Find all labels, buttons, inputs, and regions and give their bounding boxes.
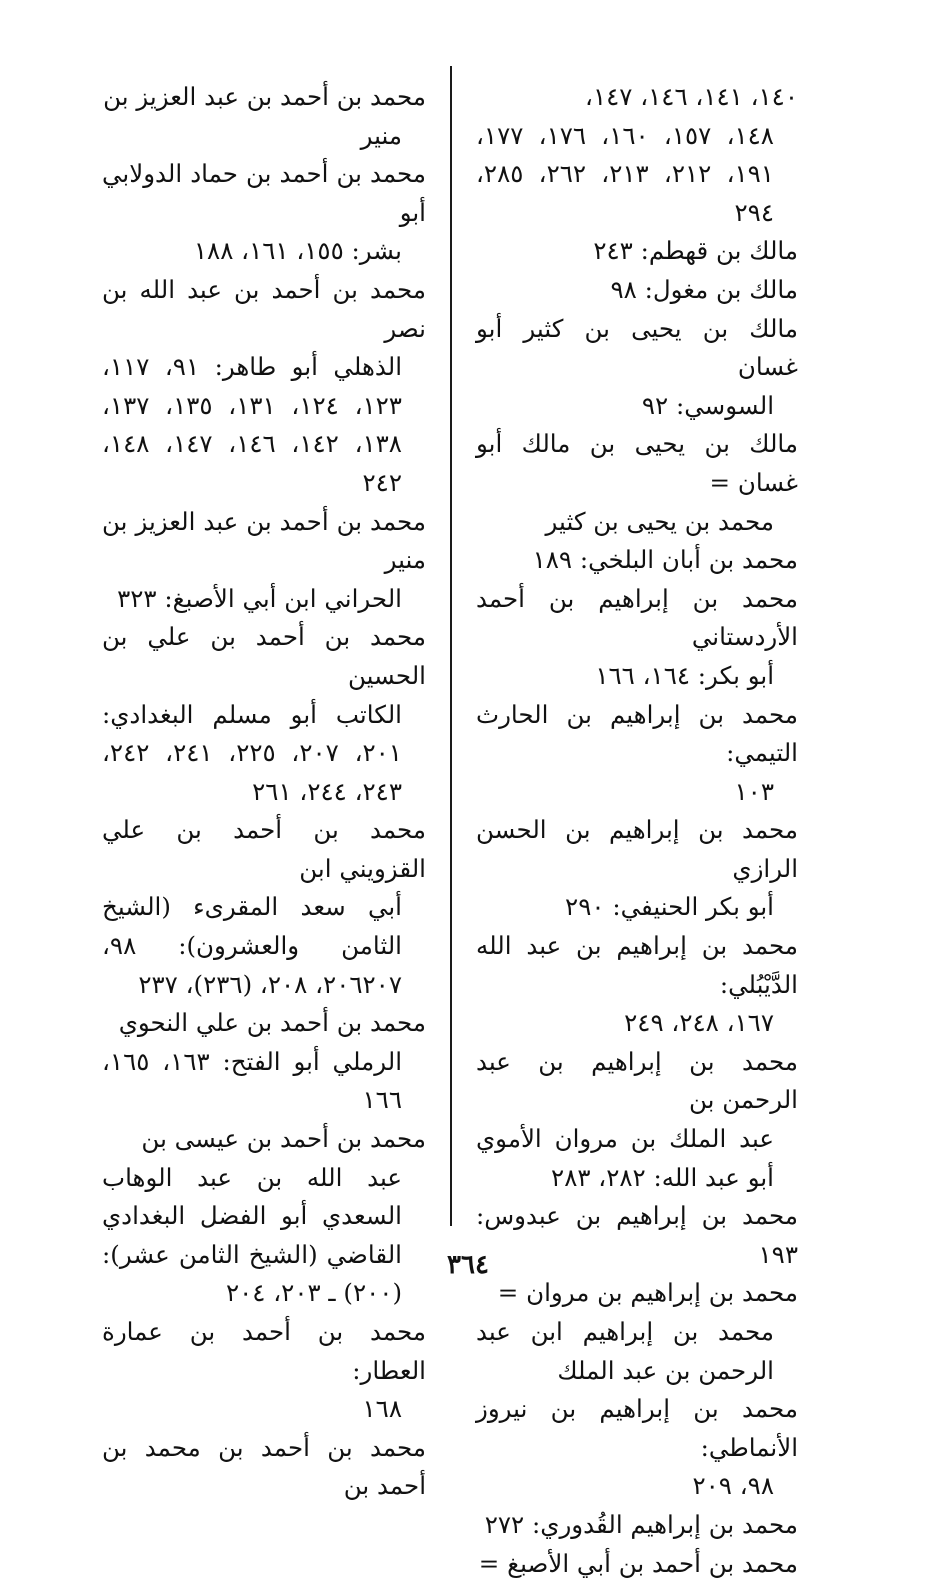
index-entry <box>102 271 426 503</box>
index-entry-continuation: بشر: ١٥٥، ١٦١، ١٨٨ <box>193 236 402 266</box>
left-column <box>102 78 426 1506</box>
index-entry-heading: محمد بن إبراهيم بن عبدوس: ١٩٣ <box>476 1201 798 1269</box>
index-entry <box>476 232 798 271</box>
index-entry-continuation: ١٦٨ <box>362 1394 402 1424</box>
index-entry-heading: محمد بن إبراهيم بن عبد الرحمن بن <box>476 1046 798 1115</box>
index-entry <box>102 503 426 619</box>
index-entry <box>476 541 798 580</box>
index-entry-continuation: الحراني ابن أبي الأصبغ: ٣٢٣ <box>117 583 402 613</box>
index-entry-continuation: محمد بن يحيى بن كثير <box>545 506 774 536</box>
index-entry <box>476 271 798 310</box>
index-entry <box>476 310 798 426</box>
index-entry <box>102 1004 426 1120</box>
page-number: ٣٦٤ <box>447 1250 489 1280</box>
index-entry-heading: محمد بن إبراهيم القُدوري: ٢٧٢ <box>484 1509 798 1539</box>
index-entry-continuation: ١٦٧، ٢٤٨، ٢٤٩ <box>624 1008 774 1038</box>
index-entry-heading: محمد بن أحمد بن عبد العزيز بن منير <box>102 506 426 575</box>
index-entry-continuation: أبو بكر: ١٦٤، ١٦٦ <box>595 660 774 690</box>
index-entry-heading: محمد بن أحمد بن أبي الأصبغ = <box>478 1548 798 1578</box>
index-entry-heading: مالك بن يحيى بن مالك أبو غسان = <box>476 429 798 497</box>
index-entry-continuation: أبو بكر الحنيفي: ٢٩٠ <box>565 892 774 922</box>
index-entry-continuation: ١٤٨، ١٥٧، ١٦٠، ١٧٦، ١٧٧، ١٩١، ٢١٢، ٢١٣، ٢٦٢، ٢٨٥، ٢٩٤ <box>476 120 774 227</box>
index-entry <box>476 1274 798 1390</box>
index-entry <box>102 1313 426 1429</box>
index-entry-heading: محمد بن أبان البلخي: ١٨٩ <box>532 545 798 575</box>
index-entry-continuation: محمد بن إبراهيم ابن عبد الرحمن بن عبد الملك <box>476 1317 774 1385</box>
index-entry <box>476 580 798 696</box>
index-entry-heading: مالك بن مغول: ٩٨ <box>610 274 798 304</box>
index-entry-heading: محمد بن أحمد بن محمد بن أحمد بن <box>102 1432 426 1501</box>
index-entry-heading: محمد بن أحمد بن عمارة العطار: <box>102 1317 426 1385</box>
index-entry-heading: محمد بن إبراهيم بن الحسن الرازي <box>476 815 798 883</box>
index-entry <box>476 1506 798 1545</box>
index-entry-heading: محمد بن إبراهيم بن عبد الله الدَّيْبُلي: <box>476 931 798 999</box>
index-entry-heading: محمد بن إبراهيم بن مروان = <box>497 1278 798 1308</box>
index-entry-heading: محمد بن أحمد بن عيسى بن <box>141 1124 426 1154</box>
index-entry <box>476 1043 798 1197</box>
index-entry-heading: محمد بن أحمد بن علي بن الحسين <box>102 622 426 690</box>
index-entry-heading: محمد بن أحمد بن عبد الله بن نصر <box>102 274 426 343</box>
index-entry-heading: محمد بن أحمد بن علي القزويني ابن <box>102 815 426 883</box>
index-entry-continuation: منير <box>360 120 402 150</box>
index-entry <box>102 618 426 811</box>
index-entry <box>476 1390 798 1506</box>
index-entry <box>102 811 426 1004</box>
index-entry-heading: محمد بن إبراهيم بن نيروز الأنماطي: <box>476 1394 798 1462</box>
index-entry-heading: محمد بن أحمد بن عبد العزيز بن <box>103 82 426 111</box>
index-entry-heading: محمد بن أحمد بن حماد الدولابي أبو <box>102 159 426 227</box>
right-column <box>476 78 798 1583</box>
index-entry-continuation: ٩٨، ٢٠٩ <box>692 1471 774 1501</box>
index-entry <box>476 1545 798 1583</box>
index-entry <box>102 78 426 155</box>
index-entry <box>102 155 426 271</box>
index-entry-continuation: ١٠٣ <box>734 776 774 806</box>
index-entry <box>476 78 798 232</box>
index-entry <box>476 696 798 812</box>
index-entry-continuation: عبد الله بن عبد الوهاب السعدي أبو الفضل البغدادي القاضي (الشيخ الثامن عشر): (٢٠٠) ـ ٢٠٣، ٢٠٤ <box>102 1162 402 1308</box>
index-entry-continuation: عبد الملك بن مروان الأموي أبو عبد الله: ٢٨٢، ٢٨٣ <box>476 1124 774 1192</box>
index-entry-heading: محمد بن إبراهيم بن الحارث التيمي: <box>476 699 798 768</box>
index-entry-continuation: السوسي: ٩٢ <box>641 390 774 420</box>
index-entry-continuation: أبي سعد المقرىء (الشيخ الثامن والعشرون): ٩٨، ٢٠٦٢٠٧، ٢٠٨، (٢٣٦)، ٢٣٧ <box>102 892 402 999</box>
index-entry <box>102 1120 426 1313</box>
index-entry-heading: مالك بن يحيى بن كثير أبو غسان <box>476 313 798 382</box>
index-entry <box>102 1429 426 1506</box>
index-entry-heading: ١٤٠، ١٤١، ١٤٦، ١٤٧، <box>585 82 798 111</box>
index-entry-continuation: الذهلي أبو طاهر: ٩١، ١١٧، ١٢٣، ١٢٤، ١٣١، ١٣٥، ١٣٧، ١٣٨، ١٤٢، ١٤٦، ١٤٧، ١٤٨، ٢٤٢ <box>102 352 402 497</box>
index-entry-heading: محمد بن أحمد بن علي النحوي <box>118 1008 426 1038</box>
index-entry <box>476 811 798 927</box>
index-entry <box>476 425 798 541</box>
index-entry-heading: محمد بن إبراهيم بن أحمد الأردستاني <box>476 583 798 652</box>
column-divider <box>450 66 452 1226</box>
index-entry-heading: مالك بن قهطم: ٢٤٣ <box>593 236 798 266</box>
index-entry <box>476 927 798 1043</box>
index-entry-continuation: الرملي أبو الفتح: ١٦٣، ١٦٥، ١٦٦ <box>102 1046 402 1115</box>
index-entry-continuation: الكاتب أبو مسلم البغدادي: ٢٠١، ٢٠٧، ٢٢٥، ٢٤١، ٢٤٢، ٢٤٣، ٢٤٤، ٢٦١ <box>102 699 402 806</box>
